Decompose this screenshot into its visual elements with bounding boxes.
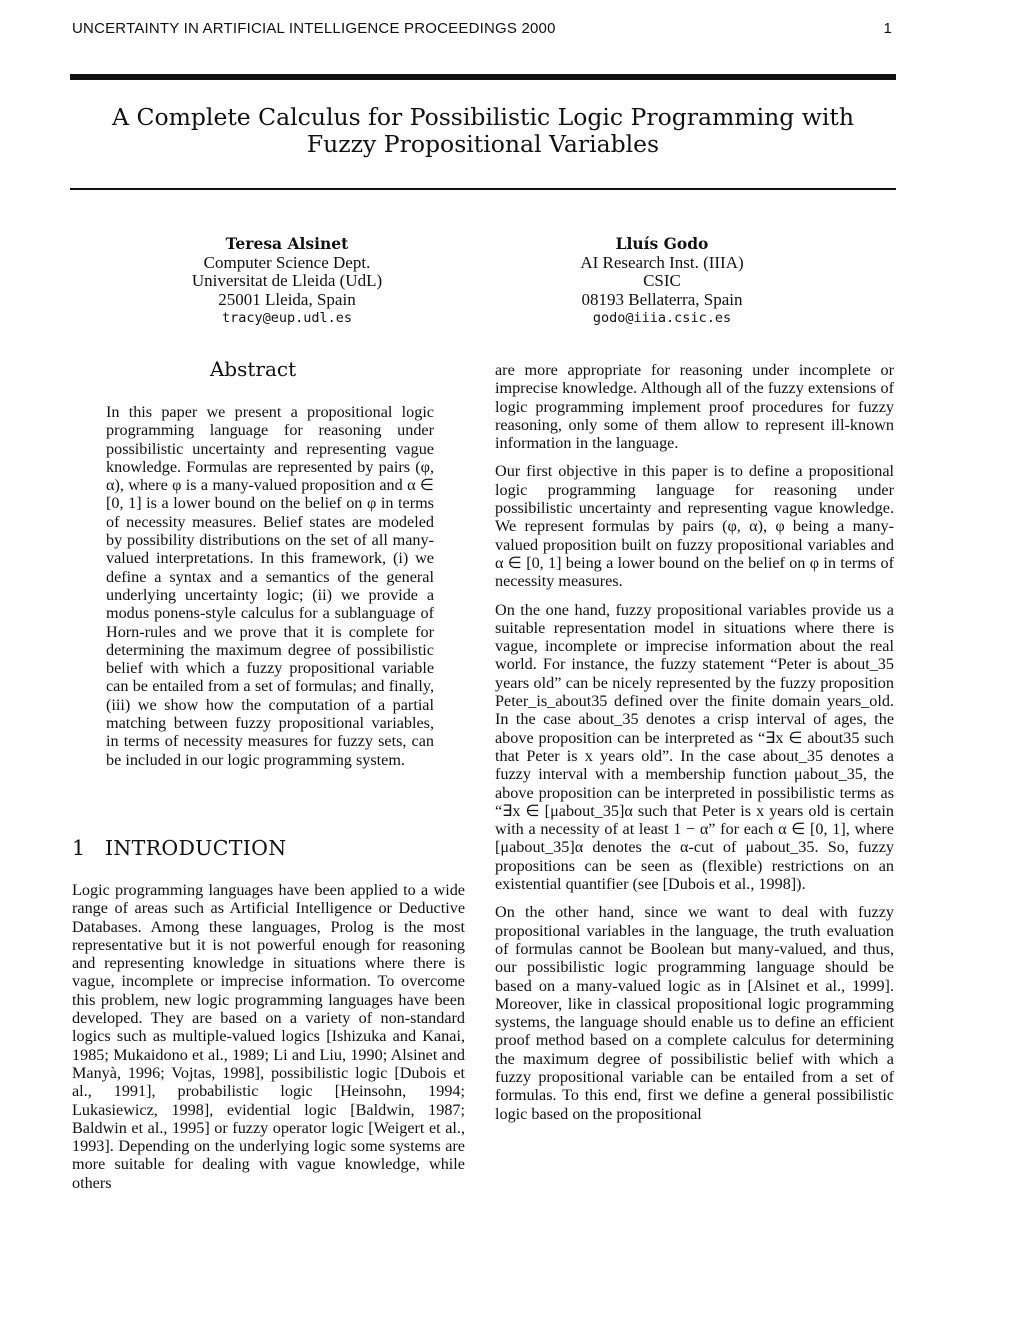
page-number: 1	[883, 20, 892, 37]
paper-title	[72, 104, 894, 158]
author-email: tracy@eup.udl.es	[221, 310, 353, 326]
section-title: INTRODUCTION	[105, 836, 287, 860]
title-top-rule	[70, 74, 896, 80]
abstract-text: In this paper we present a propositional logic programming language for reasoning under possibilistic uncertainty and representing vague knowledge. Formulas are represented by pairs (φ, α), where φ is a many-valued proposition and α ∈ [0, 1] is a lower bound on the belief on φ in terms of necessity measures. Belief states are modeled by possibility distributions on the set of all many-valued interpretations. In this framework, (i) we define a syntax and a semantics of the general underlying uncertainty logic; (ii) we provide a modus ponens-style calculus for a sublanguage of Horn-rules and we prove that it is complete for determining the maximum degree of possibilistic belief with which a fuzzy propositional variable can be entailed from a set of formulas; and finally, (iii) we show how the computation of a partial matching between fuzzy propositional variables, in terms of necessity measures for fuzzy sets, can be included in our logic programming system.	[106, 403, 434, 769]
abstract-heading: Abstract	[209, 357, 297, 381]
paragraph: Logic programming languages have been applied to a wide range of areas such as Artificial Intelligence or Deductive Databases. Among these languages, Prolog is the most representative but it is not powerful enough for reasoning and representing knowledge in situations where there is vague, incomplete or imprecise information. To overcome this problem, new logic programming languages have been developed. They are based on a variety of non-standard logics such as multiple-valued logics [Ishizuka and Kanai, 1985; Mukaidono et al., 1989; Li and Liu, 1990; Alsinet and Manyà, 1996; Vojtas, 1998], possibilistic logic [Dubois et al., 1991], probabilistic logic [Heinsohn, 1994; Lukasiewicz, 1998], evidential logic [Baldwin, 1987; Baldwin et al., 1995] or fuzzy operator logic [Weigert et al., 1993]. Depending on the underlying logic some systems are more suitable for dealing with vague knowledge, while others	[72, 881, 465, 1192]
author-affiliation: AI Research Inst. (IIIA)	[580, 252, 744, 272]
author-name: Lluís Godo	[615, 234, 709, 253]
author-address: 25001 Lleida, Spain	[218, 289, 356, 309]
introduction-right-column	[495, 361, 894, 1123]
author-block-2	[512, 235, 812, 328]
running-title: UNCERTAINTY IN ARTIFICIAL INTELLIGENCE PROCEEDINGS 2000	[72, 20, 556, 37]
running-header	[72, 20, 892, 37]
paper-title-line-2: Fuzzy Propositional Variables	[306, 130, 660, 158]
introduction-left-column	[72, 881, 465, 1192]
author-institution: Universitat de Lleida (UdL)	[191, 271, 383, 290]
paragraph: On the one hand, fuzzy propositional variables provide us a suitable representation model in situations where there is vague, incomplete or imprecise information about the real world. For instance, the fuzzy statement “Peter is about_35 years old” can be nicely represented by the fuzzy proposition Peter_is_about35 defined over the finite domain years_old. In the case about_35 denotes a crisp interval of ages, the above proposition can be interpreted as “∃x ∈ about35 such that Peter is x years old”. In the case about_35 denotes a fuzzy interval with a membership function μabout_35, the above proposition can be interpreted in possibilistic terms as “∃x ∈ [μabout_35]α such that Peter is x years old is certain with a necessity of at least 1 − α” for each α ∈ [0, 1], where [μabout_35]α denotes the α-cut of μabout_35. So, fuzzy propositions can be seen as (flexible) restrictions on an existential quantifier (see [Dubois et al., 1998]).	[495, 600, 894, 894]
author-institution: CSIC	[643, 271, 681, 290]
section-number: 1	[72, 836, 86, 860]
paper-title-line-1: A Complete Calculus for Possibilistic Logic Programming with	[112, 103, 854, 131]
paragraph: Our first objective in this paper is to define a propositional logic programming language for reasoning under possibilistic uncertainty and representing vague knowledge. We represent formulas by pairs (φ, α), φ being a many-valued proposition built on fuzzy propositional variables and α ∈ [0, 1] being a lower bound on the belief on φ in terms of necessity measures.	[495, 462, 894, 591]
author-address: 08193 Bellaterra, Spain	[581, 289, 743, 309]
section-heading	[72, 836, 434, 860]
author-block-1	[137, 235, 437, 328]
paragraph: are more appropriate for reasoning under incomplete or imprecise knowledge. Although all of the fuzzy extensions of logic programming implement proof procedures for fuzzy reasoning, only some of them allow to represent ill-known information in the language.	[495, 361, 894, 453]
title-bottom-rule	[70, 188, 896, 190]
paragraph: On the other hand, since we want to deal with fuzzy propositional variables in the language, the truth evaluation of formulas cannot be Boolean but many-valued, and thus, our possibilistic logic programming language should be based on a many-valued logic as in [Alsinet et al., 1999]. Moreover, like in classical propositional logic programming systems, the language should enable us to define an efficient proof method based on a complete calculus for determining the maximum degree of possibilistic belief with which a fuzzy propositional variable can be entailed from a set of formulas. To this end, first we define a general possibilistic logic based on the propositional	[495, 903, 894, 1123]
author-email: godo@iiia.csic.es	[592, 310, 732, 326]
author-name: Teresa Alsinet	[225, 234, 349, 253]
abstract-body	[106, 403, 434, 769]
author-affiliation: Computer Science Dept.	[203, 252, 371, 272]
